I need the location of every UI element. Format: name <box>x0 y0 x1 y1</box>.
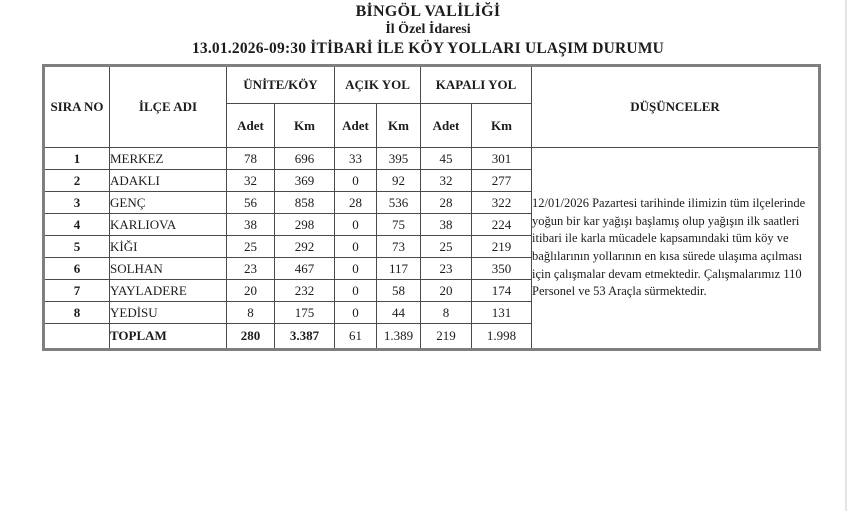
document-subtitle: İl Özel İdaresi <box>385 22 471 37</box>
col-subheader-acik-adet: Adet <box>335 104 377 148</box>
cell-acik-km: 395 <box>377 148 421 170</box>
col-header-dusunceler: DÜŞÜNCELER <box>532 66 820 148</box>
cell-kapali-adet: 25 <box>421 236 472 258</box>
total-kapali-adet: 219 <box>421 324 472 350</box>
cell-kapali-km: 301 <box>472 148 532 170</box>
cell-sira-no: 2 <box>44 170 110 192</box>
header-row-groups <box>44 66 820 104</box>
cell-unite-adet: 78 <box>227 148 275 170</box>
col-header-acik-yol: AÇIK YOL <box>335 66 421 104</box>
cell-unite-adet: 56 <box>227 192 275 214</box>
photo-edge-line <box>845 0 847 511</box>
cell-ilce-adi: ADAKLI <box>110 170 227 192</box>
road-status-table <box>42 64 821 351</box>
cell-kapali-km: 322 <box>472 192 532 214</box>
cell-acik-km: 58 <box>377 280 421 302</box>
col-header-kapali-yol: KAPALI YOL <box>421 66 532 104</box>
col-header-ilce-adi: İLÇE ADI <box>110 66 227 148</box>
cell-kapali-adet: 8 <box>421 302 472 324</box>
cell-kapali-adet: 32 <box>421 170 472 192</box>
document-title: BİNGÖL VALİLİĞİ <box>355 3 501 20</box>
cell-sira-no: 3 <box>44 192 110 214</box>
cell-ilce-adi: GENÇ <box>110 192 227 214</box>
cell-acik-adet: 28 <box>335 192 377 214</box>
document-heading: 13.01.2026-09:30 İTİBARİ İLE KÖY YOLLARI ULAŞIM DURUMU <box>191 40 665 57</box>
cell-kapali-km: 131 <box>472 302 532 324</box>
cell-kapali-km: 277 <box>472 170 532 192</box>
cell-acik-adet: 33 <box>335 148 377 170</box>
cell-ilce-adi: MERKEZ <box>110 148 227 170</box>
total-kapali-km: 1.998 <box>472 324 532 350</box>
cell-unite-adet: 25 <box>227 236 275 258</box>
cell-unite-adet: 8 <box>227 302 275 324</box>
cell-unite-km: 858 <box>275 192 335 214</box>
cell-acik-km: 73 <box>377 236 421 258</box>
cell-unite-km: 232 <box>275 280 335 302</box>
cell-ilce-adi: KİĞI <box>110 236 227 258</box>
cell-ilce-adi: YEDİSU <box>110 302 227 324</box>
cell-unite-km: 175 <box>275 302 335 324</box>
cell-unite-km: 696 <box>275 148 335 170</box>
document-title-block <box>0 2 856 60</box>
cell-kapali-km: 350 <box>472 258 532 280</box>
total-unite-adet: 280 <box>227 324 275 350</box>
col-subheader-kapali-km: Km <box>472 104 532 148</box>
cell-kapali-adet: 38 <box>421 214 472 236</box>
cell-unite-adet: 23 <box>227 258 275 280</box>
cell-sira-no: 5 <box>44 236 110 258</box>
total-unite-km: 3.387 <box>275 324 335 350</box>
cell-acik-km: 44 <box>377 302 421 324</box>
cell-kapali-adet: 28 <box>421 192 472 214</box>
cell-kapali-adet: 20 <box>421 280 472 302</box>
cell-kapali-adet: 45 <box>421 148 472 170</box>
cell-sira-no: 1 <box>44 148 110 170</box>
cell-sira-no-empty <box>44 324 110 350</box>
col-subheader-kapali-adet: Adet <box>421 104 472 148</box>
cell-acik-km: 117 <box>377 258 421 280</box>
cell-acik-adet: 0 <box>335 214 377 236</box>
cell-sira-no: 8 <box>44 302 110 324</box>
cell-kapali-adet: 23 <box>421 258 472 280</box>
cell-acik-km: 536 <box>377 192 421 214</box>
cell-acik-adet: 0 <box>335 258 377 280</box>
col-subheader-unite-adet: Adet <box>227 104 275 148</box>
cell-acik-adet: 0 <box>335 280 377 302</box>
cell-acik-km: 92 <box>377 170 421 192</box>
cell-acik-adet: 0 <box>335 236 377 258</box>
remarks-cell: 12/01/2026 Pazartesi tarihinde ilimizin tüm ilçelerinde yoğun bir kar yağışı başlamış olup yağışın ilk saatleri itibari ile karla mücadele kapsamındaki tüm köy ve bağlılarının yollarının en kısa sürede ulaşıma açılması için çalışmalar devam etmektedir. Çalışmalarımız 110 Personel ve 53 Araçla sürmektedir. <box>532 148 820 350</box>
cell-unite-adet: 20 <box>227 280 275 302</box>
cell-unite-adet: 38 <box>227 214 275 236</box>
cell-unite-km: 467 <box>275 258 335 280</box>
cell-kapali-km: 174 <box>472 280 532 302</box>
cell-unite-km: 292 <box>275 236 335 258</box>
cell-acik-adet: 0 <box>335 170 377 192</box>
cell-unite-km: 298 <box>275 214 335 236</box>
total-acik-adet: 61 <box>335 324 377 350</box>
cell-ilce-adi: SOLHAN <box>110 258 227 280</box>
cell-sira-no: 6 <box>44 258 110 280</box>
cell-sira-no: 7 <box>44 280 110 302</box>
cell-ilce-adi: KARLIOVA <box>110 214 227 236</box>
total-label: TOPLAM <box>110 324 227 350</box>
cell-ilce-adi: YAYLADERE <box>110 280 227 302</box>
cell-unite-km: 369 <box>275 170 335 192</box>
col-header-unite-koy: ÜNİTE/KÖY <box>227 66 335 104</box>
col-header-sira-no: SIRA NO <box>44 66 110 148</box>
cell-sira-no: 4 <box>44 214 110 236</box>
col-subheader-acik-km: Km <box>377 104 421 148</box>
cell-acik-adet: 0 <box>335 302 377 324</box>
col-subheader-unite-km: Km <box>275 104 335 148</box>
table-row <box>44 148 820 170</box>
total-acik-km: 1.389 <box>377 324 421 350</box>
cell-kapali-km: 219 <box>472 236 532 258</box>
cell-unite-adet: 32 <box>227 170 275 192</box>
cell-acik-km: 75 <box>377 214 421 236</box>
cell-kapali-km: 224 <box>472 214 532 236</box>
